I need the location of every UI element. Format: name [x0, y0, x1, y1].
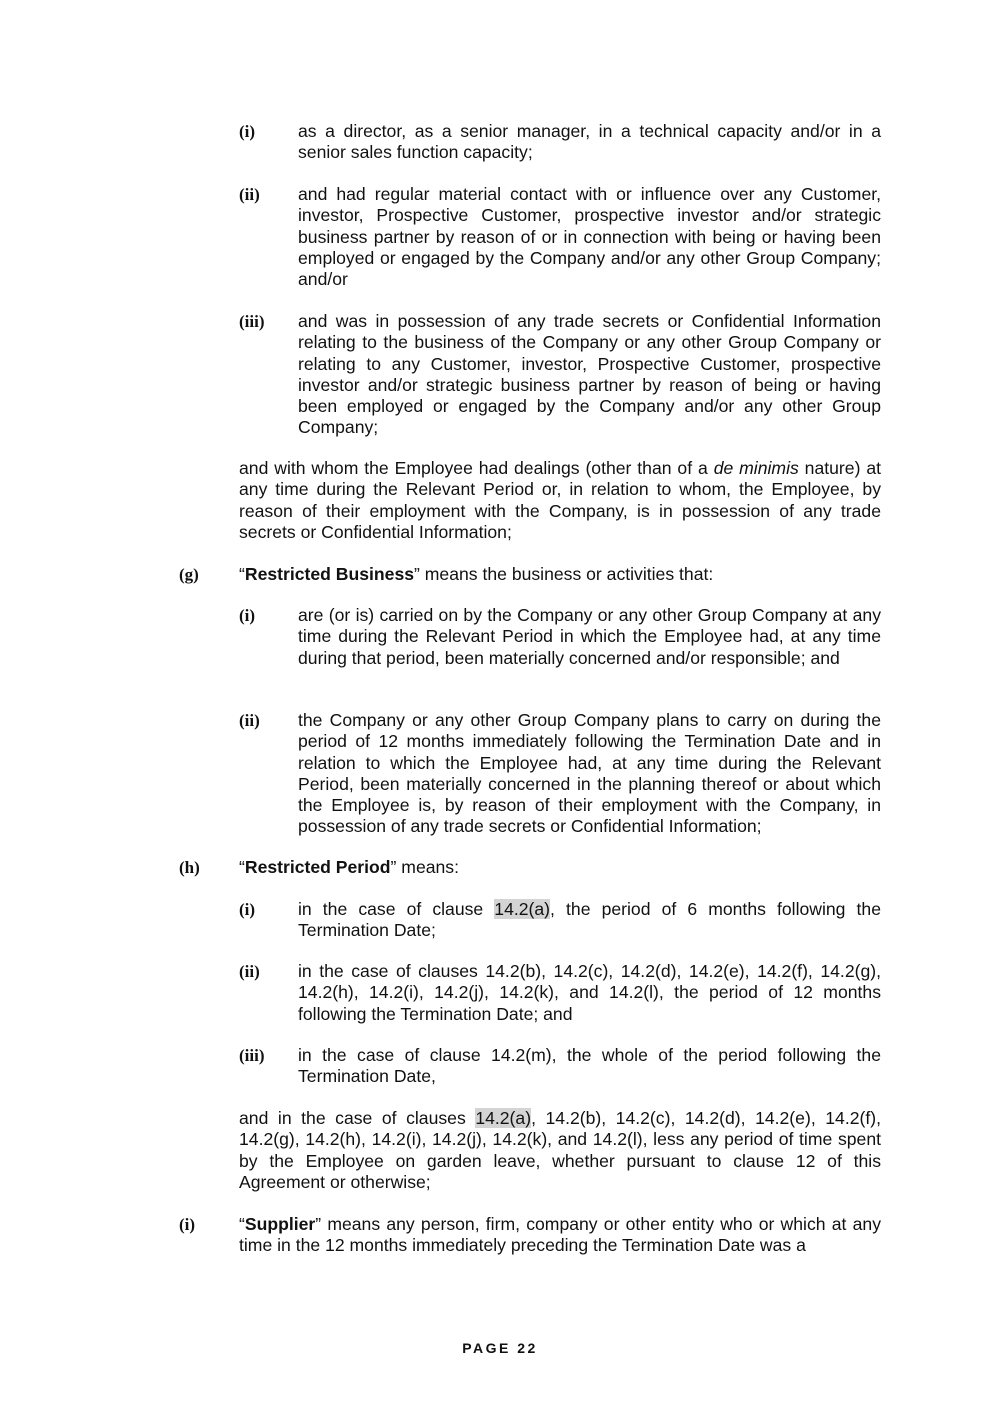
clause-continuation [239, 1108, 881, 1193]
quote-mark: “ [239, 564, 245, 584]
item-number: (i) [239, 122, 256, 141]
clause-text: and had regular material contact with or influence over any Customer, investor, Prospective Customer, prospective investor and/or strategic business partner by reason of or in connection with being or having been employed or engaged by the Company and/or any other Group Company; and/or [298, 184, 881, 290]
page-number: PAGE 22 [462, 1340, 538, 1356]
clause-letter: (g) [179, 565, 199, 584]
quote-mark: “ [239, 1214, 245, 1234]
clause-text: as a director, as a senior manager, in a technical capacity and/or in a senior sales function capacity; [298, 121, 881, 163]
clause-letter: (i) [179, 1215, 196, 1234]
item-number: (i) [239, 900, 256, 919]
item-number: (ii) [239, 962, 260, 981]
definition-heading [239, 564, 881, 585]
text-run: nature) at any time during the Relevant Period or, in relation to whom, the Employee, by reason of their employment with the Company, is in possession of any trade secrets or Confidential Information; [239, 458, 881, 542]
clause-text: in the case of clause 14.2(m), the whole of the period following the Termination Date, [298, 1045, 881, 1087]
clause-text: the Company or any other Group Company plans to carry on during the period of 12 months immediately following the Termination Date and in relation to which the Employee had, at any time during the Relevant Period, been materially concerned in the planning thereof or about which the Employee is, by reason of their employment with the Company, in possession of any trade secrets or Confidential Information; [298, 710, 881, 837]
text-run: ” means any person, firm, company or other entity who or which at any time in the 12 months immediately preceding the Termination Date was a [239, 1214, 881, 1256]
cross-reference-link[interactable]: 14.2(a) [494, 899, 551, 919]
clause-continuation [239, 458, 881, 543]
definition-heading [239, 857, 881, 878]
text-run: ” means the business or activities that: [414, 564, 714, 584]
cross-reference-link[interactable]: 14.2(a) [475, 1108, 532, 1128]
text-run: , 14.2(b), 14.2(c), 14.2(d), 14.2(e), 14.2(f), 14.2(g), 14.2(h), 14.2(i), 14.2(j), 14.2(k), and 14.2(l), less any period of time spent by the Employee on garden leave, whether pursuant to clause 12 of this Agreement or otherwise; [239, 1108, 881, 1192]
quote-mark: “ [239, 857, 245, 877]
clause-text: in the case of clauses 14.2(b), 14.2(c), 14.2(d), 14.2(e), 14.2(f), 14.2(g), 14.2(h), 14.2(i), 14.2(j), 14.2(k), and 14.2(l), the period of 12 months following the Termination Date; and [298, 961, 881, 1024]
defined-term: Restricted Business [244, 564, 415, 584]
clause-letter: (h) [179, 858, 200, 877]
italic-term: de minimis [713, 458, 799, 478]
defined-term: Restricted Period [244, 857, 391, 877]
item-number: (iii) [239, 312, 265, 331]
item-number: (iii) [239, 1046, 265, 1065]
clause-text [298, 899, 881, 942]
clause-text: are (or is) carried on by the Company or any other Group Company at any time during the Relevant Period in which the Employee had, at any time during that period, been materially concerned and/or responsible; and [298, 605, 881, 668]
item-number: (i) [239, 606, 256, 625]
item-number: (ii) [239, 185, 260, 204]
text-run: , the period of 6 months following the Termination Date; [298, 899, 881, 941]
text-run: ” means: [390, 857, 459, 877]
definition-heading [239, 1214, 881, 1257]
text-run: and in the case of clauses [239, 1108, 476, 1128]
text-run: and with whom the Employee had dealings (other than of a [239, 458, 714, 478]
clause-text: and was in possession of any trade secrets or Confidential Information relating to the business of the Company or any other Group Company or relating to any Customer, investor, Prospective Customer, prospective investor and/or strategic business partner by reason of being or having been employed or engaged by the Company and/or any other Group Company; [298, 311, 881, 438]
item-number: (ii) [239, 711, 260, 730]
text-run: in the case of clause [298, 899, 495, 919]
defined-term: Supplier [244, 1214, 316, 1234]
